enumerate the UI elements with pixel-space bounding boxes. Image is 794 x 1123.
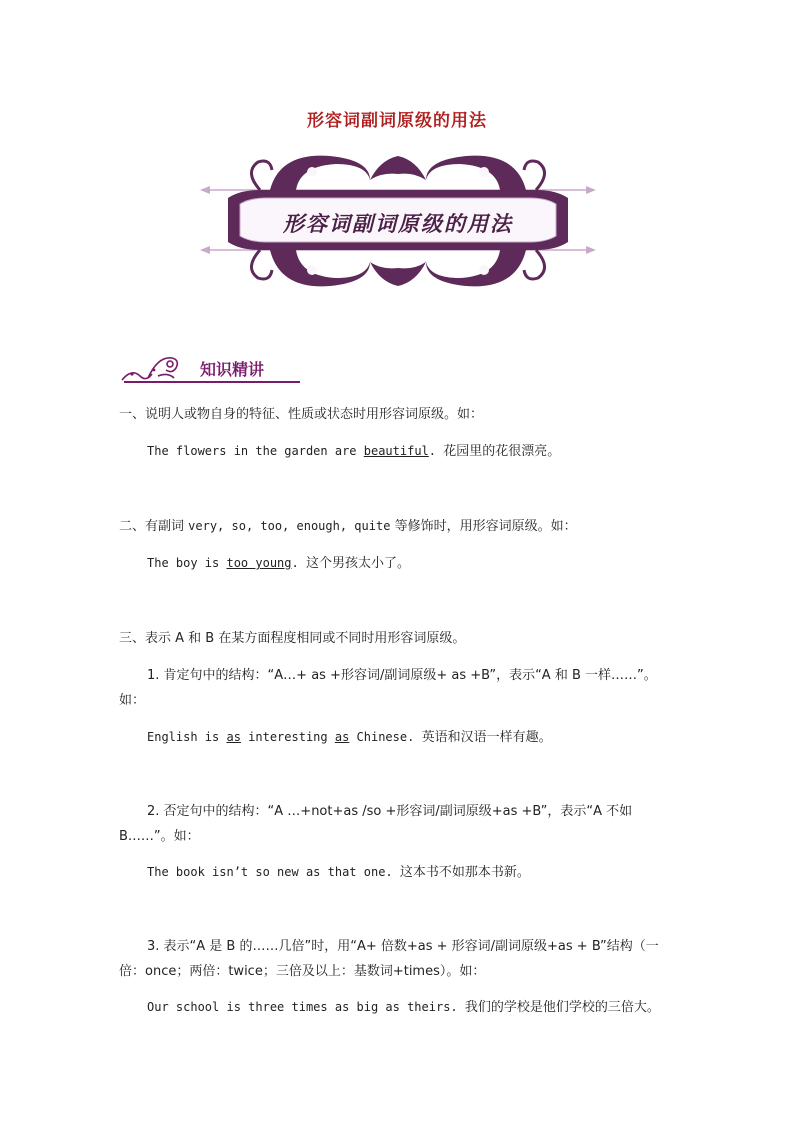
rule2-example: [147, 551, 410, 576]
rule2-example-underline: too young: [226, 556, 292, 570]
rule2-example-punct: .: [291, 556, 306, 570]
section-underline: [124, 381, 300, 383]
rule3-sub3-example-en: Our school is three times as big as theirs.: [147, 1000, 465, 1014]
rule1-example-en: The flowers in the garden are: [147, 444, 364, 458]
flourish-icon: [118, 348, 188, 384]
rule3-sub3-line1: 3. 表示“A 是 B 的……几倍”时，用“A+ 倍数+as + 形容词/副词原级+as + B”结构（一: [147, 939, 659, 954]
rule2-heading-cn2: 等修饰时，用形容词原级。如：: [390, 519, 577, 534]
rule2-heading-cn1: 二、有副词: [119, 519, 189, 534]
section-heading-label: 知识精讲: [200, 360, 265, 379]
rule3-sub1-example: [147, 725, 552, 750]
rule3-sub1-example-b: interesting: [240, 730, 335, 744]
rule2-heading-adverbs: very, so, too, enough, quite: [188, 519, 391, 533]
rule3-sub3-example: [147, 995, 660, 1020]
rule3-sub1-example-a: English is: [147, 730, 227, 744]
rule1-example-underline: beautiful: [363, 444, 429, 458]
rule3-sub1-example-as2: as: [334, 730, 350, 744]
rule1-example-cn: 花园里的花很漂亮。: [443, 444, 561, 459]
rule3-sub2-example-en: The book isn’t so new as that one.: [147, 865, 400, 879]
rule1-example-punct: .: [428, 444, 444, 458]
rule3-sub2-example: [147, 860, 530, 885]
rule3-sub2-line1: 2. 否定句中的结构：“A …+not+as /so +形容词/副词原级+as +B”，表示“A 不如: [147, 804, 633, 819]
rule1-example: [147, 439, 560, 464]
rule3-sub2-example-cn: 这本书不如那本书新。: [399, 865, 530, 880]
rule3-sub3-line2: 倍：once；两倍：twice；三倍及以上：基数词+times）。如：: [119, 964, 486, 979]
rule3-sub1-example-c: Chinese.: [349, 730, 422, 744]
section-heading: [118, 348, 298, 384]
rule3-sub2-line2: B……”。如：: [119, 829, 200, 844]
page-title: 形容词副词原级的用法: [307, 111, 487, 131]
rule3-sub1-line2: 如：: [119, 693, 146, 708]
rule2-example-en: The boy is: [147, 556, 227, 570]
rule3-heading: 三、表示 A 和 B 在某方面程度相同或不同时用形容词原级。: [119, 631, 466, 646]
rule3-sub3-example-cn: 我们的学校是他们学校的三倍大。: [464, 1000, 660, 1015]
rule3-sub1-example-as1: as: [226, 730, 241, 744]
ornamental-banner: [200, 150, 596, 296]
banner-title: 形容词副词原级的用法: [283, 211, 513, 236]
rule3-sub1-example-cn: 英语和汉语一样有趣。: [421, 730, 552, 745]
rule1-heading: 一、说明人或物自身的特征、性质或状态时用形容词原级。如：: [119, 407, 484, 422]
rule3-sub1-line1: 1. 肯定句中的结构：“A…+ as +形容词/副词原级+ as +B”，表示“A 和 B 一样……”。: [147, 668, 657, 683]
rule2-heading: [119, 514, 577, 539]
rule2-example-cn: 这个男孩太小了。: [305, 556, 410, 571]
